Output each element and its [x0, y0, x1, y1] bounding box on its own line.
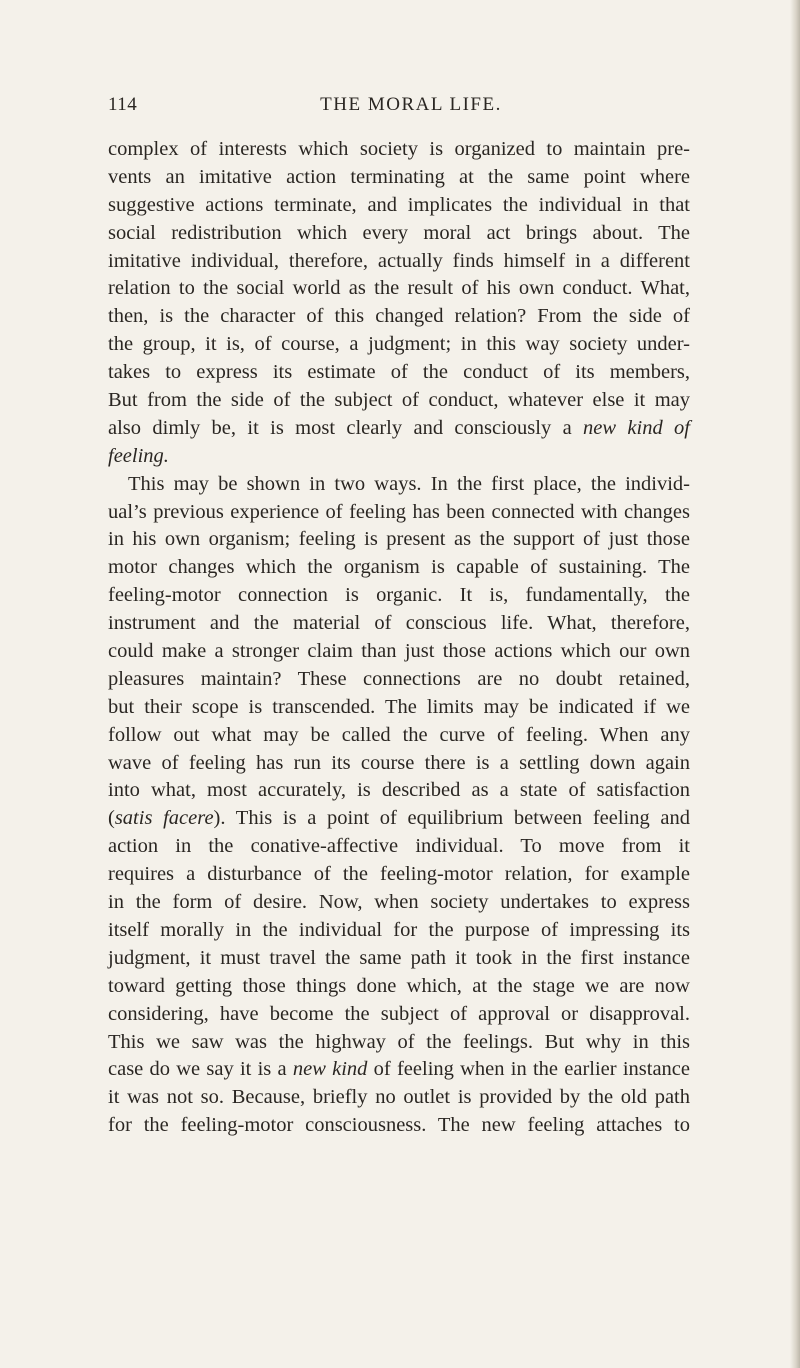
text-run: action in the conative-affective individual. To move from it: [108, 835, 690, 858]
text-line: [108, 833, 690, 861]
text-line: [108, 526, 690, 554]
text-run: instrument and the material of conscious life. What, therefore,: [108, 612, 690, 635]
body-text: [108, 136, 690, 1140]
text-run: of feeling when in the earlier instance: [367, 1058, 690, 1081]
text-run: social redistribution which every moral act brings about. The: [108, 221, 690, 244]
text-line: [108, 136, 690, 164]
text-line: [108, 443, 690, 471]
text-run: in the form of desire. Now, when society undertakes to express: [108, 891, 690, 914]
text-line: [108, 1084, 690, 1112]
italic-text: new kind: [292, 1058, 368, 1081]
running-head: [108, 94, 696, 124]
text-line: [108, 861, 690, 889]
text-line: [108, 1001, 690, 1029]
text-line: [108, 1029, 690, 1057]
text-run: vents an imitative action terminating at the same point where: [108, 165, 690, 188]
text-run: follow out what may be called the curve of feeling. When any: [108, 723, 690, 746]
text-line: [108, 220, 690, 248]
text-run: imitative individual, therefore, actually finds himself in a different: [108, 249, 690, 272]
text-line: [108, 387, 690, 415]
italic-text: feeling.: [108, 444, 169, 467]
text-run: but their scope is transcended. The limits may be indicated if we: [108, 695, 690, 718]
text-line: [108, 582, 690, 610]
text-run: relation to the social world as the result of his own conduct. What,: [108, 277, 690, 300]
text-line: [108, 610, 690, 638]
text-line: [108, 471, 690, 499]
text-line: [108, 554, 690, 582]
text-run: suggestive actions terminate, and implicates the individual in that: [108, 193, 690, 216]
text-run: in his own organism; feeling is present as the support of just those: [108, 528, 690, 551]
text-run: complex of interests which society is organized to maintain pre-: [108, 138, 690, 160]
text-run: ). This is a point of equilibrium between feeling and: [213, 807, 690, 830]
text-line: [108, 722, 690, 750]
italic-text: satis facere: [114, 807, 214, 830]
text-run: then, is the character of this changed relation? From the side of: [108, 305, 690, 328]
page-edge-shadow: [790, 0, 800, 1368]
text-line: [108, 805, 690, 833]
text-line: [108, 415, 690, 443]
text-run: for the feeling-motor consciousness. The new feeling attaches to: [108, 1114, 690, 1137]
text-line: [108, 638, 690, 666]
text-line: [108, 889, 690, 917]
text-line: [108, 777, 690, 805]
text-line: [108, 499, 690, 527]
text-line: [108, 917, 690, 945]
text-line: [108, 331, 690, 359]
text-run: But from the side of the subject of conduct, whatever else it may: [108, 389, 690, 412]
text-run: wave of feeling has run its course there is a settling down again: [108, 751, 690, 774]
text-line: [108, 164, 690, 192]
text-run: takes to express its estimate of the conduct of its members,: [108, 361, 690, 384]
text-line: [108, 248, 690, 276]
text-run: it was not so. Because, briefly no outlet is provided by the old path: [108, 1086, 690, 1109]
text-line: [108, 303, 690, 331]
text-run: This we saw was the highway of the feelings. But why in this: [108, 1030, 690, 1053]
text-run: requires a disturbance of the feeling-motor relation, for example: [108, 863, 690, 886]
text-line: [108, 192, 690, 220]
text-run: itself morally in the individual for the purpose of impressing its: [108, 918, 690, 941]
text-line: [108, 275, 690, 303]
text-line: [108, 1056, 690, 1084]
text-run: feeling-motor connection is organic. It is, fundamentally, the: [108, 584, 690, 607]
page-number: 114: [108, 94, 138, 115]
text-line: [108, 945, 690, 973]
text-run: ual’s previous experience of feeling has been connected with changes: [108, 500, 690, 523]
running-title: THE MORAL LIFE.: [320, 94, 502, 115]
text-run: This may be shown in two ways. In the first place, the individ-: [128, 472, 690, 495]
text-run: (: [108, 807, 115, 830]
text-line: [108, 750, 690, 778]
text-run: motor changes which the organism is capable of sustaining. The: [108, 556, 690, 579]
text-line: [108, 666, 690, 694]
text-line: [108, 973, 690, 1001]
text-line: [108, 694, 690, 722]
text-run: pleasures maintain? These connections are no doubt retained,: [108, 667, 690, 690]
text-run: the group, it is, of course, a judgment; in this way society under-: [108, 333, 690, 356]
text-run: could make a stronger claim than just those actions which our own: [108, 640, 690, 663]
text-run: judgment, it must travel the same path it took in the first instance: [108, 946, 690, 969]
italic-text: new kind of: [583, 416, 690, 439]
text-line: [108, 359, 690, 387]
text-run: case do we say it is a: [108, 1058, 293, 1081]
text-run: considering, have become the subject of approval or disapproval.: [108, 1002, 690, 1025]
text-run: toward getting those things done which, at the stage we are now: [108, 974, 690, 997]
text-line: [108, 1112, 690, 1140]
text-run: into what, most accurately, is described as a state of satisfaction: [108, 779, 690, 802]
text-run: also dimly be, it is most clearly and consciously a: [108, 416, 584, 439]
